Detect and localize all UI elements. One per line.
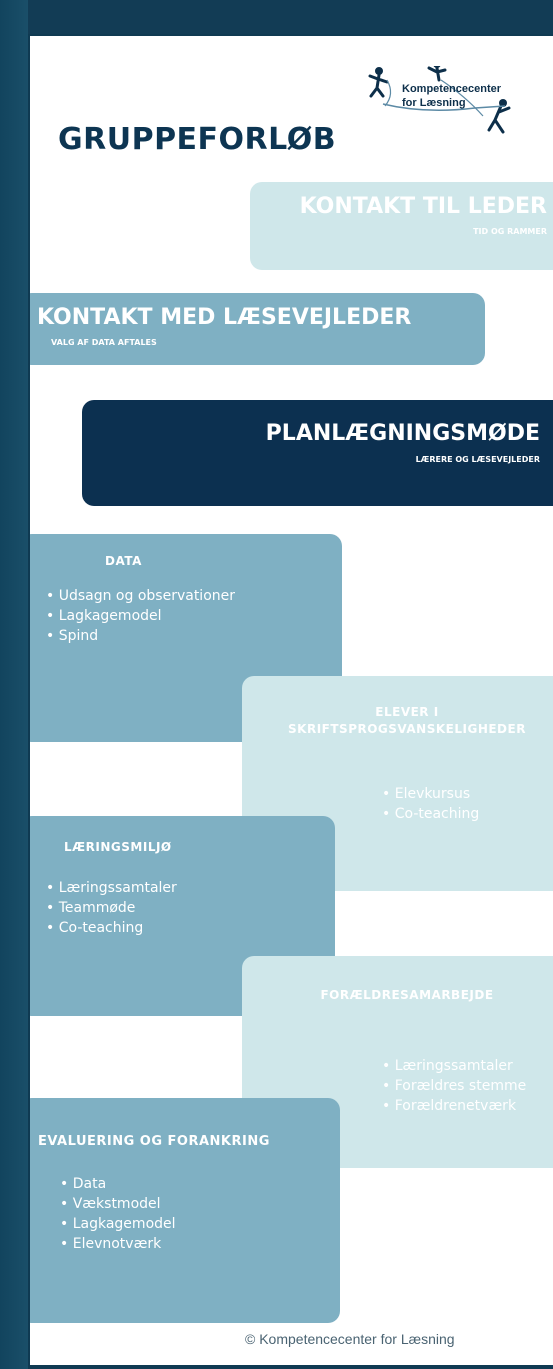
footer-copyright: © Kompetencecenter for Læsning bbox=[245, 1331, 455, 1347]
list-item: • Lagkagemodel bbox=[46, 606, 235, 626]
section-heading: EVALUERING OG FORANKRING bbox=[38, 1134, 270, 1149]
list-item: • Data bbox=[60, 1174, 176, 1194]
list-item: • Spind bbox=[46, 626, 235, 646]
logo-line-1: Kompetencecenter bbox=[402, 83, 502, 95]
section-heading: LÆRINGSMILJØ bbox=[64, 840, 172, 854]
step-subheading: VALG AF DATA AFTALES bbox=[51, 338, 157, 347]
section-list bbox=[46, 586, 235, 646]
logo-text bbox=[402, 82, 501, 110]
list-item: • Forældres stemme bbox=[382, 1076, 526, 1096]
step-planlaegningsmode bbox=[82, 400, 553, 506]
list-item: • Co-teaching bbox=[46, 918, 177, 938]
step-kontakt-leder bbox=[250, 182, 553, 270]
step-heading: KONTAKT TIL LEDER bbox=[299, 194, 547, 219]
list-item: • Co-teaching bbox=[382, 804, 479, 824]
section-evaluering bbox=[30, 1098, 340, 1323]
section-heading: FORÆLDRESAMARBEJDE bbox=[320, 988, 494, 1002]
section-heading-line-1: ELEVER I bbox=[375, 705, 439, 719]
list-item: • Læringssamtaler bbox=[382, 1056, 526, 1076]
section-list bbox=[46, 878, 177, 938]
section-heading-line-2: SKRIFTSPROGSVANSKELIGHEDER bbox=[288, 722, 526, 736]
list-item: • Elevnotværk bbox=[60, 1234, 176, 1254]
section-heading bbox=[242, 704, 553, 738]
poster-page bbox=[30, 36, 553, 1365]
page-title: GRUPPEFORLØB bbox=[58, 122, 337, 157]
frame-top-border bbox=[0, 0, 553, 34]
list-item: • Lagkagemodel bbox=[60, 1214, 176, 1234]
section-heading: DATA bbox=[105, 554, 142, 568]
logo-line-2: for Læsning bbox=[402, 97, 466, 109]
list-item: • Vækstmodel bbox=[60, 1194, 176, 1214]
list-item: • Forældrenetværk bbox=[382, 1096, 526, 1116]
list-item: • Teammøde bbox=[46, 898, 177, 918]
step-subheading: TID OG RAMMER bbox=[473, 227, 547, 236]
logo bbox=[365, 66, 535, 146]
step-heading: KONTAKT MED LÆSEVEJLEDER bbox=[37, 305, 412, 330]
step-heading: PLANLÆGNINGSMØDE bbox=[265, 421, 540, 446]
step-kontakt-laesevejleder bbox=[30, 293, 485, 365]
section-list bbox=[382, 784, 479, 824]
list-item: • Udsagn og observationer bbox=[46, 586, 235, 606]
section-list bbox=[382, 1056, 526, 1116]
list-item: • Elevkursus bbox=[382, 784, 479, 804]
step-subheading: LÆRERE OG LÆSEVEJLEDER bbox=[415, 455, 540, 464]
section-list bbox=[60, 1174, 176, 1254]
frame-left-border bbox=[0, 0, 28, 1369]
list-item: • Læringssamtaler bbox=[46, 878, 177, 898]
